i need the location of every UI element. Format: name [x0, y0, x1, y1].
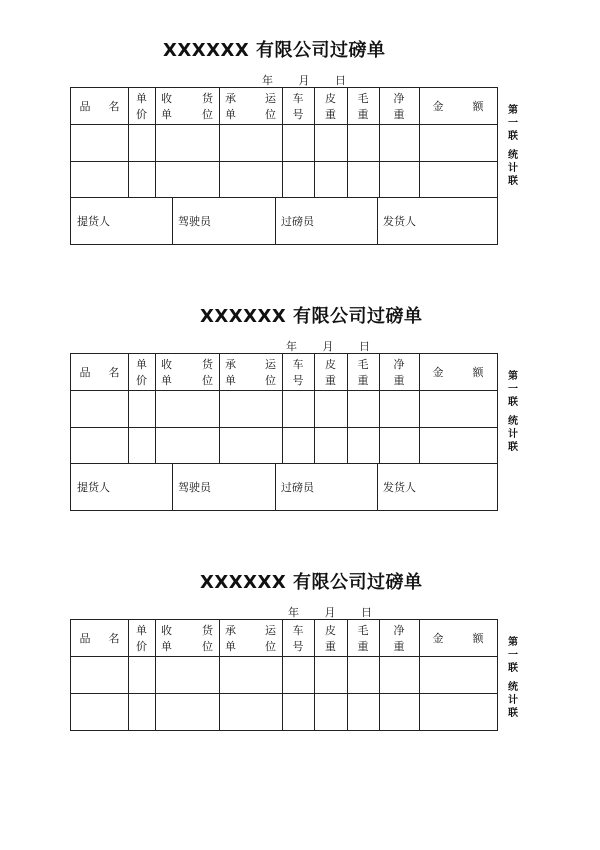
header-carrier: 承 运 单 位 — [225, 623, 276, 653]
sign-shipper: 发货人 — [383, 481, 416, 494]
weighing-table — [70, 87, 498, 245]
date-day-label: 日 — [361, 606, 372, 619]
header-tare: 皮 重 — [325, 91, 336, 121]
header-vehicle-no: 车 号 — [292, 357, 304, 387]
date-month-label: 月 — [324, 606, 336, 619]
sign-shipper: 发货人 — [383, 215, 416, 228]
weighing-slip-3 — [0, 532, 600, 782]
weighing-slip-2 — [0, 266, 600, 516]
header-receiver: 收 货 单 位 — [161, 91, 213, 121]
sign-driver: 驾驶员 — [178, 215, 211, 228]
header-vehicle-no: 车 号 — [292, 91, 304, 121]
date-month-label: 月 — [298, 74, 310, 87]
date-year-label: 年 — [262, 74, 273, 87]
copy-label: 第 一 联 统 计 联 — [508, 637, 518, 719]
row-divider — [71, 161, 497, 162]
row-divider — [71, 427, 497, 428]
sign-driver: 驾驶员 — [178, 481, 211, 494]
sign-weigher: 过磅员 — [281, 215, 314, 228]
weighing-table — [70, 353, 498, 511]
header-net: 净 重 — [393, 357, 405, 387]
copy-label: 第 一 联 统 计 联 — [508, 105, 518, 187]
form-title: XXXXXX 有限公司过磅单 — [200, 306, 423, 327]
header-carrier: 承 运 单 位 — [225, 91, 276, 121]
header-unit-price: 单 价 — [136, 623, 147, 653]
date-day-label: 日 — [359, 340, 370, 353]
date-year-label: 年 — [288, 606, 299, 619]
header-tare: 皮 重 — [325, 357, 336, 387]
date-line — [286, 338, 370, 354]
header-receiver: 收 货 单 位 — [161, 357, 213, 387]
form-title: XXXXXX 有限公司过磅单 — [163, 40, 386, 61]
sign-picker: 提货人 — [77, 481, 110, 494]
header-tare: 皮 重 — [325, 623, 336, 653]
header-vehicle-no: 车 号 — [292, 623, 304, 653]
header-unit-price: 单 价 — [136, 357, 147, 387]
header-gross: 毛 重 — [357, 357, 369, 387]
date-day-label: 日 — [335, 74, 346, 87]
date-year-label: 年 — [286, 340, 297, 353]
date-month-label: 月 — [322, 340, 334, 353]
header-carrier: 承 运 单 位 — [225, 357, 276, 387]
header-amount: 金 额 — [432, 365, 484, 379]
header-amount: 金 额 — [432, 631, 484, 645]
date-line — [288, 604, 372, 620]
header-unit-price: 单 价 — [136, 91, 147, 121]
header-product: 品 名 — [79, 365, 120, 379]
weighing-slip-1 — [0, 0, 600, 250]
header-gross: 毛 重 — [357, 91, 369, 121]
header-receiver: 收 货 单 位 — [161, 623, 213, 653]
header-net: 净 重 — [393, 623, 405, 653]
header-product: 品 名 — [79, 99, 120, 113]
copy-label: 第 一 联 统 计 联 — [508, 371, 518, 453]
sign-picker: 提货人 — [77, 215, 110, 228]
form-title: XXXXXX 有限公司过磅单 — [200, 572, 423, 593]
row-divider — [71, 693, 497, 694]
header-amount: 金 额 — [432, 99, 484, 113]
header-gross: 毛 重 — [357, 623, 369, 653]
date-line — [262, 72, 346, 88]
sign-weigher: 过磅员 — [281, 481, 314, 494]
header-net: 净 重 — [393, 91, 405, 121]
header-product: 品 名 — [79, 631, 120, 645]
weighing-table — [70, 619, 498, 731]
